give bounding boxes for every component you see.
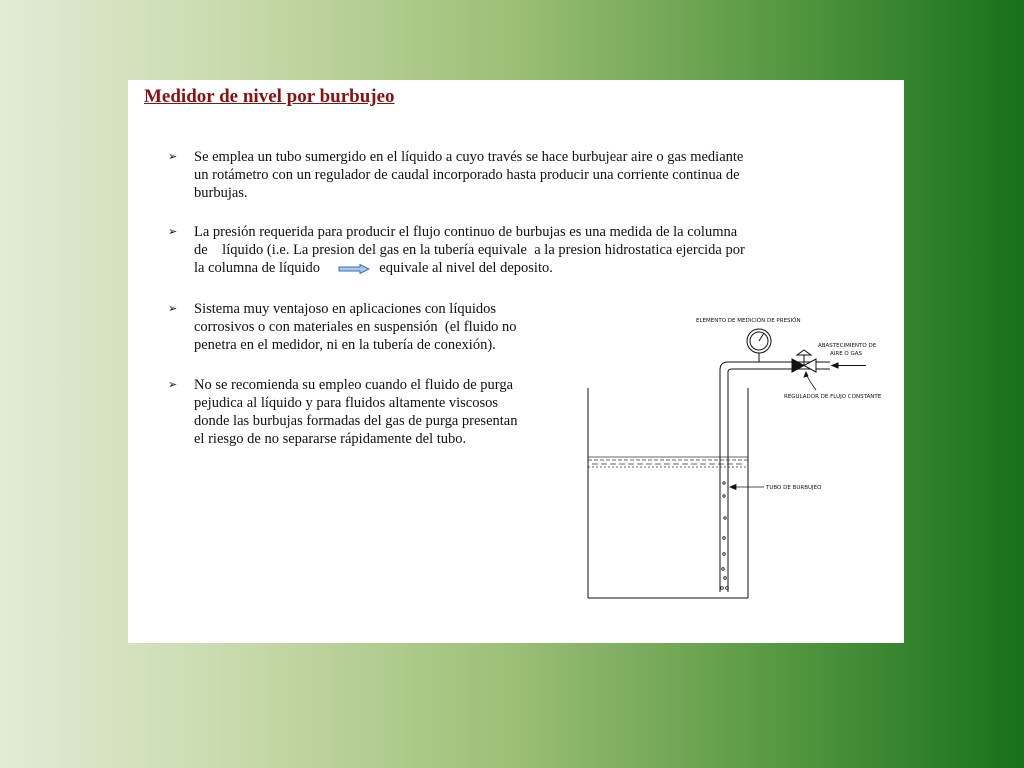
bullet-3-line-2: corrosivos o con materiales en suspensión (el fluido no bbox=[194, 319, 517, 335]
bullet-4-line-4: el riesgo de no separarse rápidamente del tubo. bbox=[194, 431, 467, 447]
bullet-2-line-3-end: equivale al nivel del deposito. bbox=[379, 260, 553, 276]
bullet-arrow-icon: ➢ bbox=[168, 150, 178, 163]
bullet-1-line-2: un rotámetro con un regulador de caudal incorporado hasta producir una corriente continua de bbox=[194, 167, 740, 183]
bullet-2-text bbox=[194, 223, 745, 277]
bullet-2-line-2: de líquido (i.e. La presion del gas en la tubería equivale a la presion hidrostatica ejercida por bbox=[194, 242, 745, 258]
slide-title: Medidor de nivel por burbujeo bbox=[144, 86, 395, 107]
bullet-3-line-1: Sistema muy ventajoso en aplicaciones con líquidos bbox=[194, 301, 497, 317]
bullet-3-line-3: penetra en el medidor, ni en la tubería de conexión). bbox=[194, 337, 496, 353]
bullet-4-line-2: pejudica al líquido y para fluidos altamente viscosos bbox=[194, 395, 499, 411]
bullet-2 bbox=[168, 223, 868, 279]
supply-label-line-1: ABASTECIMIENTO DE bbox=[818, 343, 877, 349]
bullet-arrow-icon: ➢ bbox=[168, 378, 178, 391]
bullet-4-text bbox=[194, 376, 517, 448]
bullet-1-line-3: burbujas. bbox=[194, 185, 248, 201]
bullet-1-text bbox=[194, 148, 743, 202]
supply-arrow-icon bbox=[832, 363, 866, 368]
bullet-1-line-1: Se emplea un tubo sumergido en el líquido a cuyo través se hace burbujear aire o gas mediante bbox=[194, 149, 744, 165]
supply-label-line-2: AIRE O GAS bbox=[830, 351, 863, 357]
liquid-surface bbox=[588, 457, 748, 467]
bullet-2-line-3 bbox=[194, 259, 745, 277]
bubbler-diagram bbox=[568, 308, 904, 608]
pressure-gauge-icon bbox=[747, 329, 771, 362]
gauge-label: ELEMENTO DE MEDICIÓN DE PRESIÓN bbox=[696, 318, 801, 324]
tube-label: TUBO DE BURBUJEO bbox=[766, 485, 822, 491]
regulator-leader bbox=[804, 372, 816, 390]
bubbles bbox=[721, 482, 729, 590]
bullet-2-line-3-start: la columna de líquido bbox=[194, 260, 321, 276]
bullet-1 bbox=[168, 148, 848, 204]
bullet-arrow-icon: ➢ bbox=[168, 225, 178, 238]
slide bbox=[128, 80, 904, 643]
bullet-2-line-1: La presión requerida para producir el flujo continuo de burbujas es una medida de la columna bbox=[194, 224, 738, 240]
bullet-4 bbox=[168, 376, 588, 450]
tube-label-arrow bbox=[730, 485, 764, 490]
bullet-3-text bbox=[194, 300, 517, 354]
bullet-arrow-icon: ➢ bbox=[168, 302, 178, 315]
bullet-4-line-1: No se recomienda su empleo cuando el fluido de purga bbox=[194, 377, 514, 393]
bullet-4-line-3: donde las burbujas formadas del gas de purga presentan bbox=[194, 413, 518, 429]
bullet-3 bbox=[168, 300, 588, 356]
right-arrow-icon bbox=[338, 264, 370, 274]
tank bbox=[588, 388, 748, 598]
regulator-label: REGULADOR DE FLUJO CONSTANTE bbox=[784, 394, 882, 400]
